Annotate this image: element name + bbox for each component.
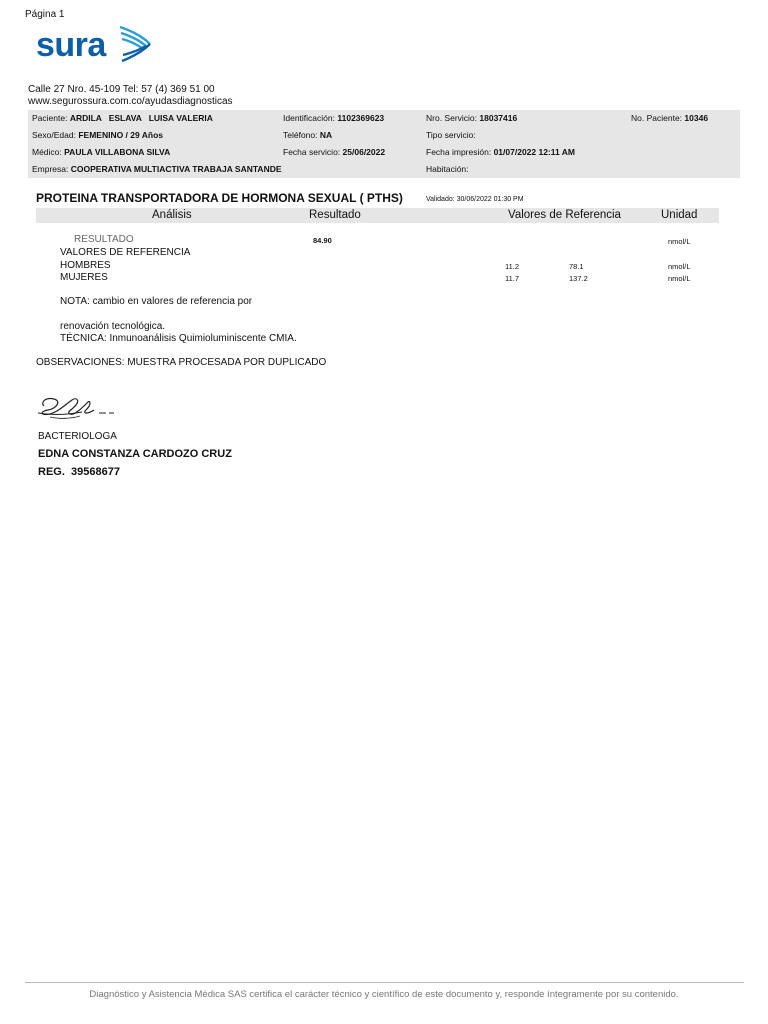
reference-row-low: 11.7 [505,274,520,283]
footer-divider [25,982,744,983]
result-label: RESULTADO [74,234,134,245]
result-value: 84.90 [313,236,332,245]
company-field: Empresa: COOPERATIVA MULTIACTIVA TRABAJA SANTANDE [32,164,282,174]
patient-field: Paciente: ARDILA ESLAVA LUISA VALERIA [32,113,213,123]
patient-info-box [28,110,740,178]
service-type-field: Tipo servicio: [426,130,476,140]
sura-logo [36,26,106,65]
signer-name: EDNA CONSTANZA CARDOZO CRUZ [38,448,232,460]
doctor-field: Médico: PAULA VILLABONA SILVA [32,147,171,157]
service-number-field: Nro. Servicio: 18037416 [426,113,518,123]
test-title: PROTEINA TRANSPORTADORA DE HORMONA SEXUAL ( PTHS) [36,191,403,205]
reference-row-high: 137.2 [569,274,588,283]
company-website: www.segurossura.com.co/ayudasdiagnosticas [28,96,233,107]
company-address: Calle 27 Nro. 45-109 Tel: 57 (4) 369 51 00 [28,84,215,95]
phone-field: Teléfono: NA [283,130,333,140]
result-unit: nmol/L [668,237,691,246]
signature-icon [36,392,118,424]
note-line-2: renovación tecnológica. [60,321,166,332]
reference-row-low: 11.2 [505,262,520,271]
reference-title: VALORES DE REFERENCIA [60,247,191,258]
validated-date: Validado: 30/06/2022 01:30 PM [426,196,524,203]
service-date-field: Fecha servicio: 25/06/2022 [283,147,386,157]
header-reference: Valores de Referencia [508,209,621,221]
header-unit: Unidad [661,209,698,221]
reference-row-label: MUJERES [60,272,108,283]
sura-wave-logo-icon [118,24,152,64]
header-result: Resultado [309,209,361,221]
signer-registration: REG. 39568677 [38,466,120,478]
note-line-1: NOTA: cambio en valores de referencia por [60,296,253,307]
observations: OBSERVACIONES: MUESTRA PROCESADA POR DUPLICADO [36,357,327,368]
footer-text: Diagnóstico y Asistencia Médica SAS certifica el carácter técnico y científico de este documento y, responde íntegramente por su contenido. [89,989,679,1000]
header-analysis: Análisis [152,209,192,221]
patient-number-field: No. Paciente: 10346 [631,113,709,123]
reference-row-label: HOMBRES [60,260,111,271]
page-number: Página 1 [25,9,65,20]
id-field: Identificación: 1102369623 [283,113,385,123]
reference-row-unit: nmol/L [668,262,691,271]
reference-row-unit: nmol/L [668,274,691,283]
reference-row-high: 78.1 [569,262,584,271]
sex-age-field: Sexo/Edad: FEMENINO / 29 Años [32,130,164,140]
technique-note: TÉCNICA: Inmunoanálisis Quimioluminiscente CMIA. [60,333,297,344]
print-date-field: Fecha impresión: 01/07/2022 12:11 AM [426,147,576,157]
room-field: Habitación: [426,164,469,174]
brand-name: sura [36,26,106,64]
signer-role: BACTERIOLOGA [38,431,117,442]
